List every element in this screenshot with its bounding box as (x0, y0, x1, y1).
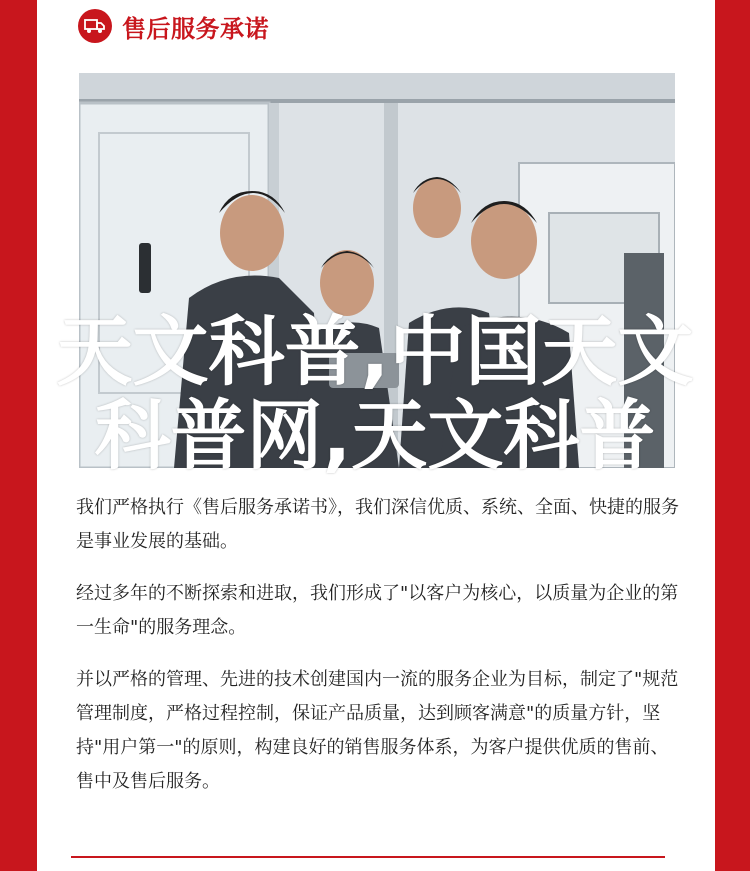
paragraph: 我们严格执行《售后服务承诺书》，我们深信优质、系统、全面、快捷的服务是事业发展的基础。 (76, 497, 679, 552)
body-text (76, 491, 681, 817)
section-header (78, 8, 269, 44)
divider (71, 856, 665, 858)
watermark-overlay-text: 天文科普,中国天文科普网,天文科普 (56, 307, 694, 480)
section-title: 售后服务承诺 (122, 14, 269, 43)
paragraph: 并以严格的管理、先进的技术创建国内一流的服务企业为目标，制定了"规范管理制度，严格过程控制，保证产品质量，达到顾客满意"的质量方针，坚持"用户第一"的原则，构建良好的销售服务体系，为客户提供优质的售前、售中及售后服务。 (76, 669, 679, 792)
document-page (37, 0, 715, 871)
truck-icon (78, 9, 112, 43)
technicians-photo (79, 73, 675, 468)
paragraph: 经过多年的不断探索和进取，我们形成了"以客户为核心，以质量为企业的第一生命"的服务理念。 (76, 583, 679, 638)
